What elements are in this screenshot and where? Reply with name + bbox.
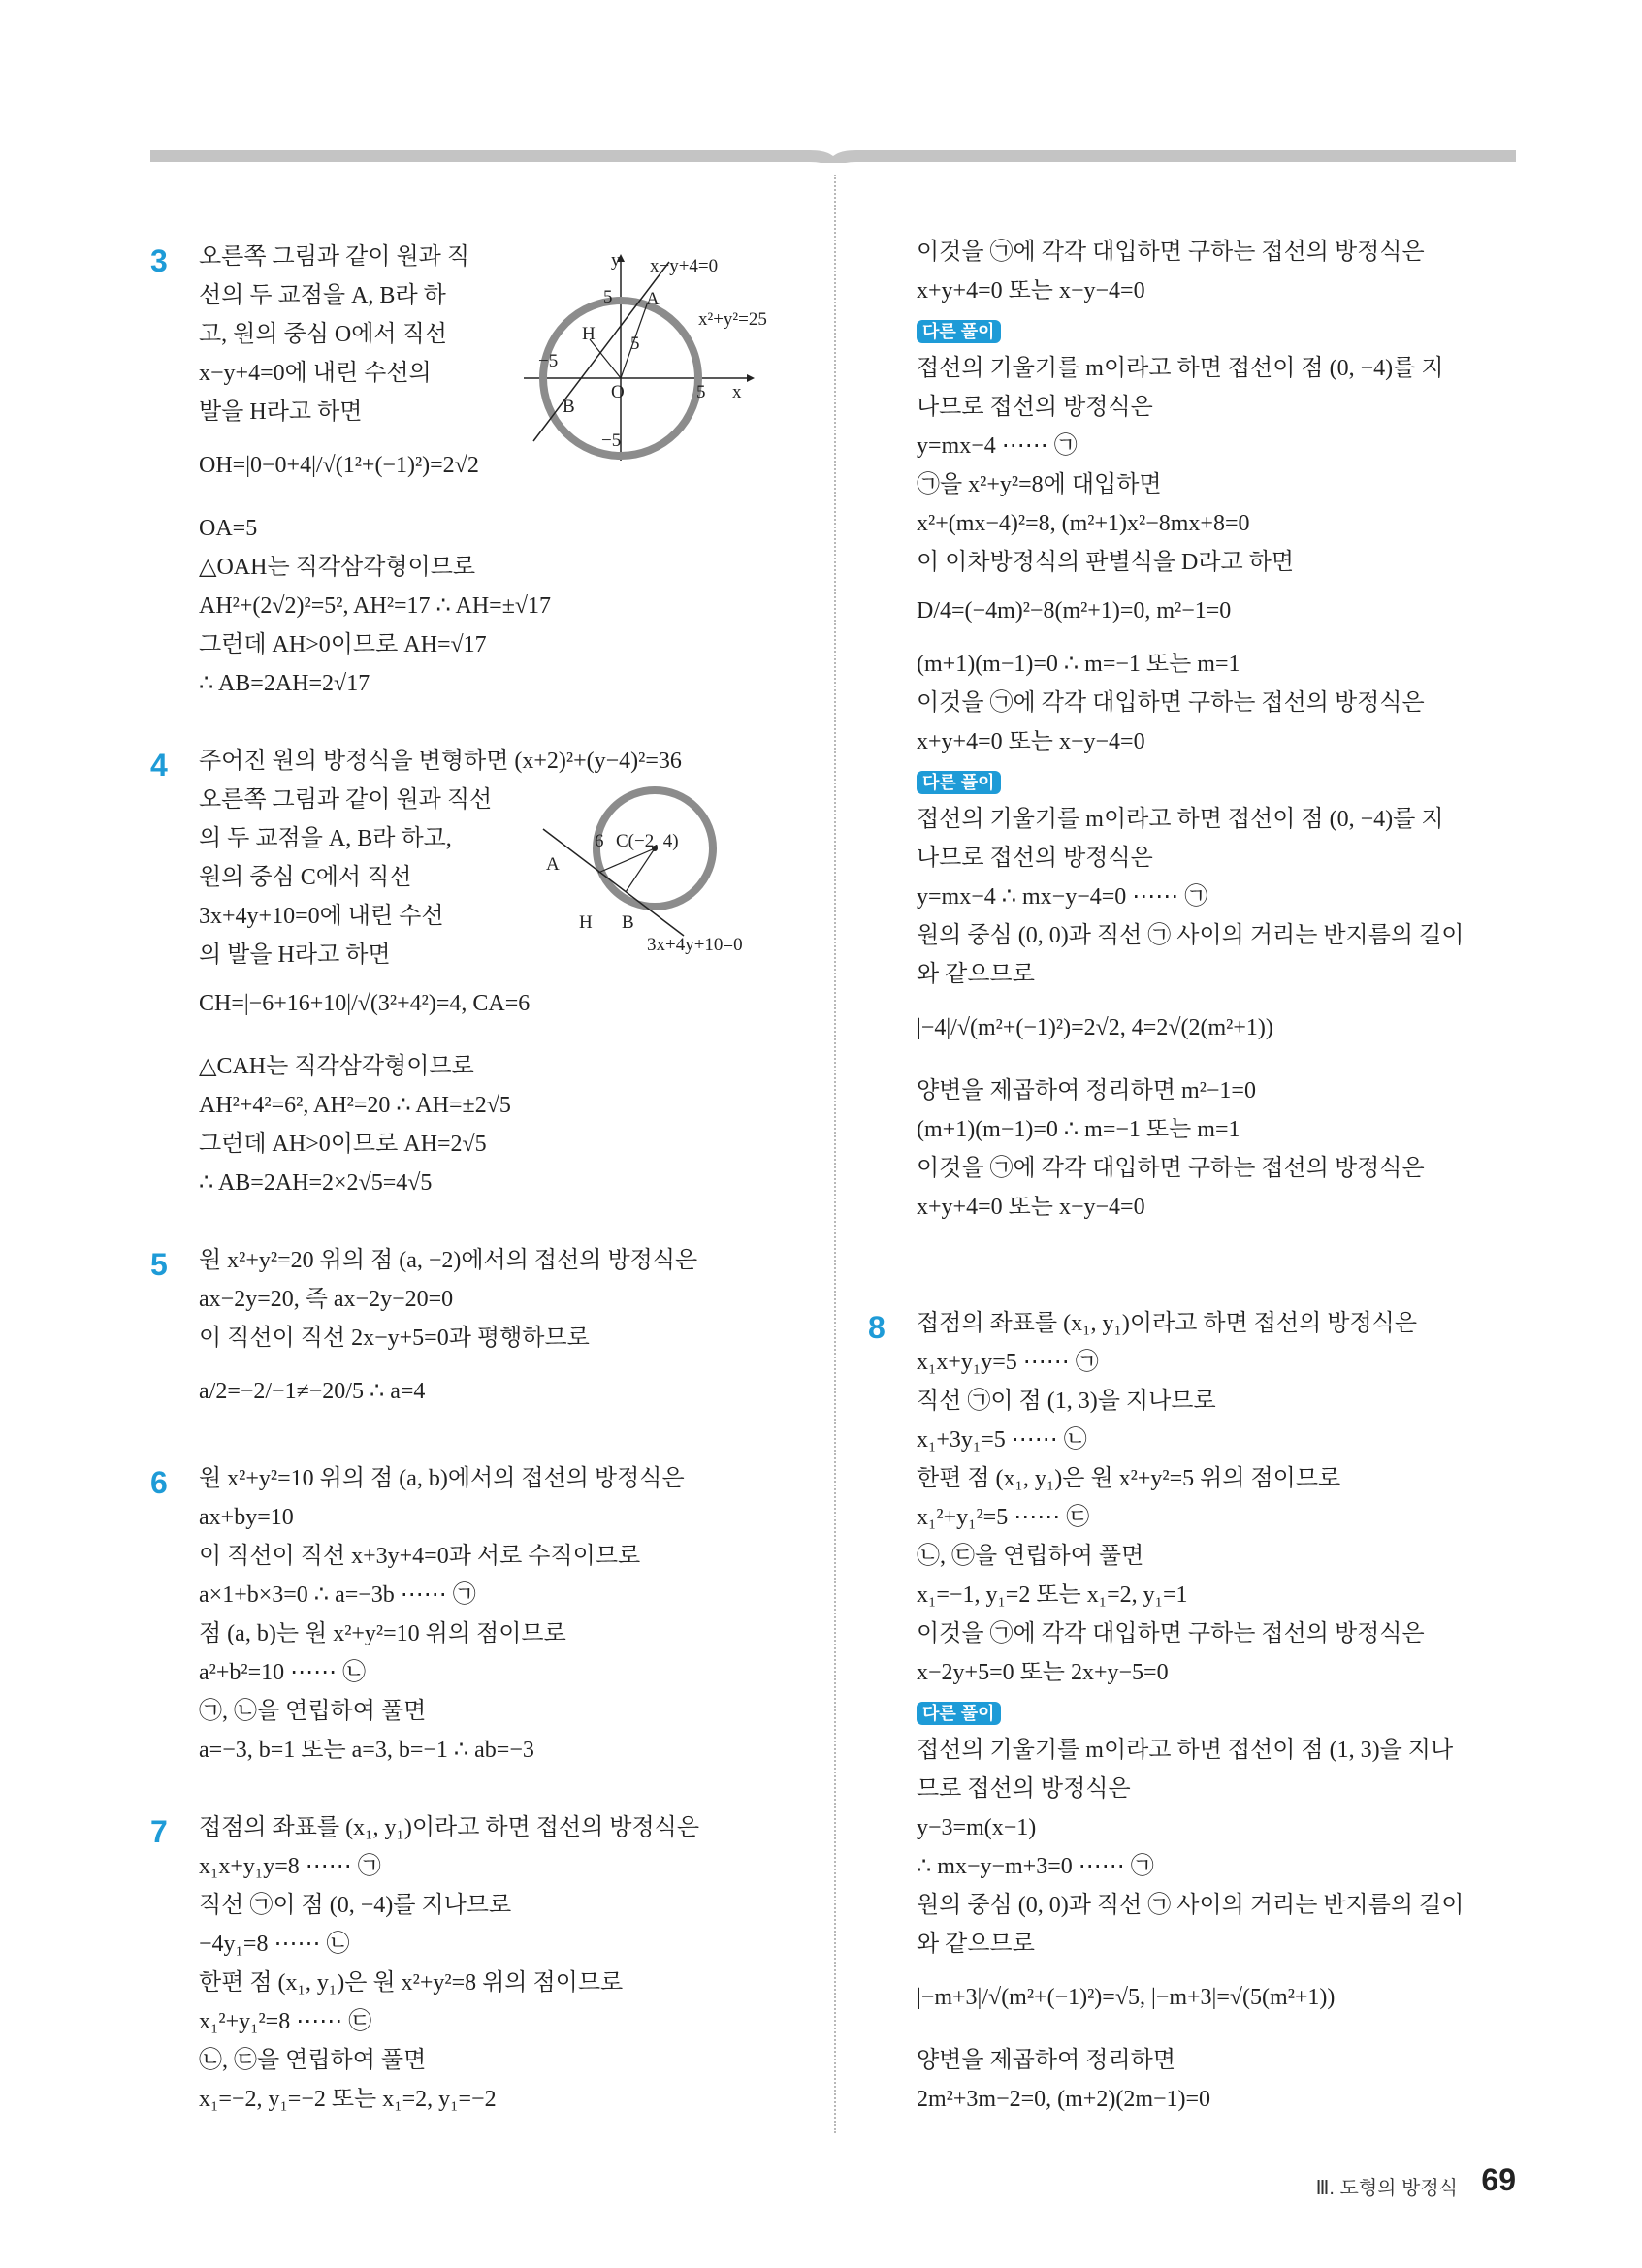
text-line: 이것을 ㉠에 각각 대입하면 구하는 접선의 방정식은 (917, 690, 1425, 716)
text-line: 원 x²+y²=20 위의 점 (a, −2)에서의 접선의 방정식은 (199, 1248, 698, 1273)
text-line: 이 이차방정식의 판별식을 D라고 하면 (917, 550, 1295, 575)
text-line: 선의 두 교점을 A, B라 하 (199, 283, 446, 308)
point-A-label: A (546, 854, 560, 875)
text-line: ∴ mx−y−m+3=0 ⋯⋯ ㉠ (917, 1854, 1154, 1879)
text-line: 그런데 AH>0이므로 AH=√17 (199, 632, 487, 657)
problem-number: 3 (150, 243, 168, 278)
text-line: 직선 ㉠이 점 (1, 3)을 지나므로 (917, 1389, 1216, 1414)
text-line: (m+1)(m−1)=0 ∴ m=−1 또는 m=1 (917, 1117, 1240, 1142)
text-line: AH²+(2√2)²=5², AH²=17 ∴ AH=±√17 (199, 593, 552, 619)
text-line: x₁²+y₁²=8 ⋯⋯ ㉢ (199, 2009, 372, 2034)
page-number: 69 (1481, 2162, 1516, 2197)
formula-line: a/2=−2/−1≠−20/5 ∴ a=4 (199, 1379, 426, 1404)
text-line: y=mx−4 ⋯⋯ ㉠ (917, 433, 1078, 459)
tick-label: −5 (601, 431, 622, 451)
text-line: 이것을 ㉠에 각각 대입하면 구하는 접선의 방정식은 (917, 1621, 1425, 1646)
text-line: x₁=−2, y₁=−2 또는 x₁=2, y₁=−2 (199, 2087, 497, 2112)
circle-equation-label: x²+y²=25 (698, 309, 767, 330)
chapter-label: Ⅲ. 도형의 방정식 (1315, 2178, 1458, 2199)
alternate-solution-tag: 다른 풀이 (917, 320, 1001, 343)
origin-label: O (611, 382, 625, 402)
point-A-label: A (646, 289, 660, 309)
text-line: x₁=−1, y₁=2 또는 x₁=2, y₁=1 (917, 1582, 1188, 1608)
problem-number: 8 (868, 1310, 885, 1345)
text-line: 그런데 AH>0이므로 AH=2√5 (199, 1132, 487, 1157)
text-line: 접점의 좌표를 (x₁, y₁)이라고 하면 접선의 방정식은 (199, 1815, 700, 1840)
text-line: x−2y+5=0 또는 2x+y−5=0 (917, 1660, 1169, 1685)
top-divider-bar (150, 149, 1516, 163)
text-line: 원의 중심 C에서 직선 (199, 865, 412, 890)
text-line: 와 같으므로 (917, 962, 1035, 987)
point-B-label: B (622, 912, 634, 933)
text-line: x₁+3y₁=5 ⋯⋯ ㉡ (917, 1427, 1087, 1453)
text-line: a×1+b×3=0 ∴ a=−3b ⋯⋯ ㉠ (199, 1582, 476, 1608)
text-line: 양변을 제곱하여 정리하면 m²−1=0 (917, 1078, 1256, 1103)
text-line: 이것을 ㉠에 각각 대입하면 구하는 접선의 방정식은 (917, 1156, 1425, 1181)
text-line: ∴ AB=2AH=2×2√5=4√5 (199, 1170, 433, 1196)
text-line: 3x+4y+10=0에 내린 수선 (199, 904, 444, 929)
text-line: ㉡, ㉢을 연립하여 풀면 (199, 2048, 427, 2073)
text-line: a=−3, b=1 또는 a=3, b=−1 ∴ ab=−3 (199, 1738, 534, 1763)
text-line: 점 (a, b)는 원 x²+y²=10 위의 점이므로 (199, 1621, 566, 1646)
text-line: 원의 중심 (0, 0)과 직선 ㉠ 사이의 거리는 반지름의 길이 (917, 923, 1465, 948)
text-line: x+y+4=0 또는 x−y−4=0 (917, 278, 1145, 303)
text-line: △CAH는 직각삼각형이므로 (199, 1054, 474, 1079)
text-line: x+y+4=0 또는 x−y−4=0 (917, 1195, 1145, 1220)
text-line: 접선의 기울기를 m이라고 하면 접선이 점 (1, 3)을 지나 (917, 1738, 1454, 1763)
tick-label: 5 (603, 287, 613, 307)
text-line: a²+b²=10 ⋯⋯ ㉡ (199, 1660, 367, 1685)
problem-number: 4 (150, 748, 168, 783)
text-line: 이것을 ㉠에 각각 대입하면 구하는 접선의 방정식은 (917, 240, 1425, 265)
text-line: y−3=m(x−1) (917, 1815, 1037, 1840)
text-line: x₁x+y₁y=8 ⋯⋯ ㉠ (199, 1854, 381, 1879)
text-line: 와 같으므로 (917, 1932, 1035, 1957)
text-line: 의 두 교점을 A, B라 하고, (199, 826, 452, 851)
line-equation-label: x−y+4=0 (650, 256, 719, 276)
text-line: 원의 중심 (0, 0)과 직선 ㉠ 사이의 거리는 반지름의 길이 (917, 1893, 1465, 1918)
axis-y-label: y (611, 250, 621, 271)
text-line: ㉡, ㉢을 연립하여 풀면 (917, 1544, 1144, 1569)
text-line: ax−2y=20, 즉 ax−2y−20=0 (199, 1287, 454, 1312)
problem-number: 6 (150, 1465, 168, 1500)
alternate-solution-tag: 다른 풀이 (917, 1702, 1001, 1725)
center-label: C(−2, 4) (616, 831, 679, 851)
text-line: 오른쪽 그림과 같이 원과 직선 (199, 787, 493, 813)
text-line: 발을 H라고 하면 (199, 399, 363, 425)
text-line: −4y₁=8 ⋯⋯ ㉡ (199, 1932, 350, 1957)
text-line: 2m²+3m−2=0, (m+2)(2m−1)=0 (917, 2087, 1211, 2112)
text-line: x₁²+y₁²=5 ⋯⋯ ㉢ (917, 1505, 1090, 1530)
radius-label: 6 (595, 831, 604, 851)
text-line: △OAH는 직각삼각형이므로 (199, 555, 476, 580)
text-line: 한편 점 (x₁, y₁)은 원 x²+y²=8 위의 점이므로 (199, 1970, 624, 1996)
text-line: 나므로 접선의 방정식은 (917, 395, 1153, 420)
axis-x-label: x (732, 382, 742, 402)
text-line: ax+by=10 (199, 1505, 294, 1530)
alternate-solution-tag: 다른 풀이 (917, 771, 1001, 794)
text-line: 고, 원의 중심 O에서 직선 (199, 322, 447, 347)
text-line: 나므로 접선의 방정식은 (917, 846, 1153, 871)
text-line: 므로 접선의 방정식은 (917, 1776, 1131, 1802)
text-line: AH²+4²=6², AH²=20 ∴ AH=±2√5 (199, 1093, 511, 1118)
text-line: 원 x²+y²=10 위의 점 (a, b)에서의 접선의 방정식은 (199, 1466, 685, 1491)
text-line: 직선 ㉠이 점 (0, −4)를 지나므로 (199, 1893, 512, 1918)
line-equation-label: 3x+4y+10=0 (647, 935, 743, 955)
text-line: (m+1)(m−1)=0 ∴ m=−1 또는 m=1 (917, 652, 1240, 677)
formula-line: |−m+3|/√(m²+(−1)²)=√5, |−m+3|=√(5(m²+1)) (917, 1985, 1336, 2010)
problem-number: 5 (150, 1247, 168, 1282)
point-H-label: H (579, 912, 593, 933)
formula-line: D/4=(−4m)²−8(m²+1)=0, m²−1=0 (917, 598, 1232, 623)
text-line: 이 직선이 직선 2x−y+5=0과 평행하므로 (199, 1326, 590, 1351)
formula-line: |−4|/√(m²+(−1)²)=2√2, 4=2√(2(m²+1)) (917, 1015, 1273, 1040)
text-line: 접선의 기울기를 m이라고 하면 접선이 점 (0, −4)를 지 (917, 356, 1444, 381)
point-H-label: H (582, 324, 596, 344)
formula-line: OH=|0−0+4|/√(1²+(−1)²)=2√2 (199, 453, 479, 478)
text-line: 오른쪽 그림과 같이 원과 직 (199, 244, 470, 270)
length-label: 5 (630, 334, 640, 354)
circle-line-figure-3 (514, 242, 805, 465)
text-line: x²+(mx−4)²=8, (m²+1)x²−8mx+8=0 (917, 511, 1250, 536)
formula-line: CH=|−6+16+10|/√(3²+4²)=4, CA=6 (199, 991, 531, 1016)
text-line: x−y+4=0에 내린 수선의 (199, 361, 432, 386)
text-line: ∴ AB=2AH=2√17 (199, 671, 370, 696)
problem-number: 7 (150, 1814, 168, 1849)
tick-label: −5 (538, 351, 559, 371)
text-line: 접점의 좌표를 (x₁, y₁)이라고 하면 접선의 방정식은 (917, 1311, 1418, 1336)
text-line: 양변을 제곱하여 정리하면 (917, 2048, 1176, 2073)
column-divider (834, 175, 836, 2133)
text-line: x+y+4=0 또는 x−y−4=0 (917, 729, 1145, 754)
circle-line-figure-4 (538, 781, 795, 960)
text-line: 이 직선이 직선 x+3y+4=0과 서로 수직이므로 (199, 1544, 641, 1569)
text-line: ㉠, ㉡을 연립하여 풀면 (199, 1699, 427, 1724)
text-line: 한편 점 (x₁, y₁)은 원 x²+y²=5 위의 점이므로 (917, 1466, 1341, 1491)
text-line: x₁x+y₁y=5 ⋯⋯ ㉠ (917, 1350, 1099, 1375)
text-line: ㉠을 x²+y²=8에 대입하면 (917, 472, 1162, 497)
tick-label: 5 (696, 382, 706, 402)
text-line: 의 발을 H라고 하면 (199, 942, 391, 968)
text-line: y=mx−4 ∴ mx−y−4=0 ⋯⋯ ㉠ (917, 884, 1208, 910)
text-line: 접선의 기울기를 m이라고 하면 접선이 점 (0, −4)를 지 (917, 807, 1444, 832)
point-B-label: B (563, 397, 575, 417)
text-line: 주어진 원의 방정식을 변형하면 (x+2)²+(y−4)²=36 (199, 749, 682, 774)
text-line: OA=5 (199, 516, 258, 541)
